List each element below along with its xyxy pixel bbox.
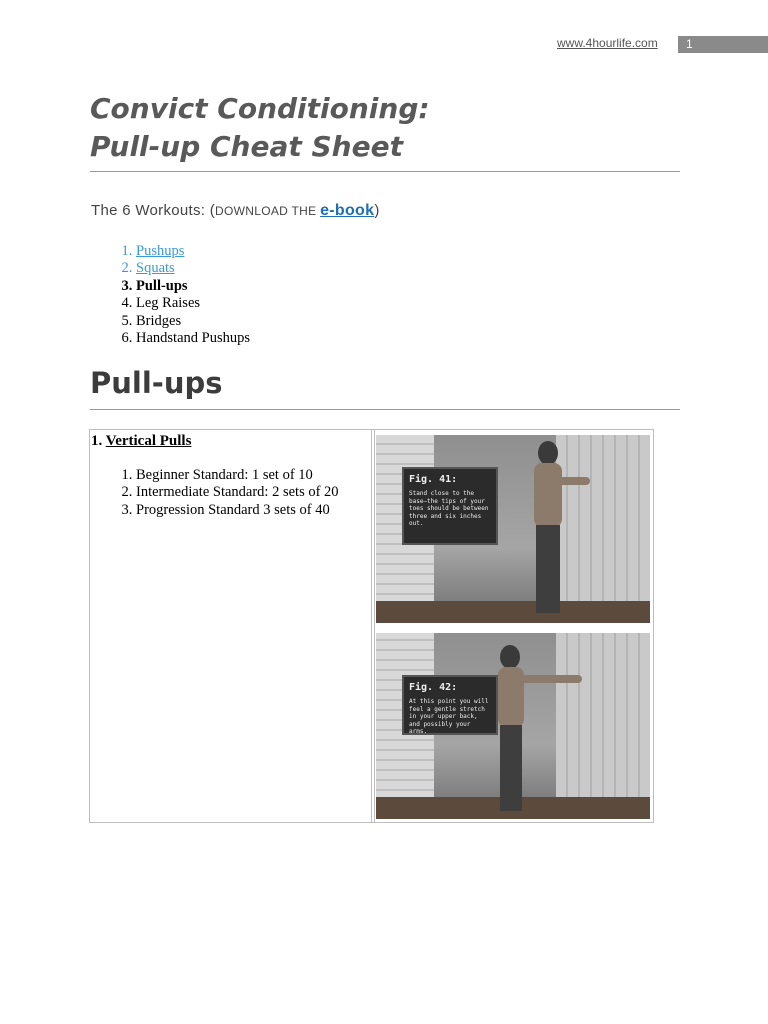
photo-door <box>556 633 650 819</box>
workout-item-pushups <box>136 243 250 260</box>
photo-floor <box>376 601 650 623</box>
title-line-2: Pull-up Cheat Sheet <box>90 130 403 163</box>
standards-list <box>90 467 339 519</box>
workouts-heading <box>91 202 380 220</box>
workout-item-squats <box>136 260 250 277</box>
title-rule <box>90 171 680 172</box>
exercise-table <box>89 429 654 823</box>
photo-door <box>556 435 650 623</box>
exercise-name: Vertical Pulls <box>105 433 192 449</box>
standard-item: 3. Progression Standard 3 sets of 40 <box>136 502 339 519</box>
title-line-1: Convict Conditioning: <box>90 92 430 125</box>
exercise-number: 1. <box>91 433 103 449</box>
figure-text: Stand close to the base—the tips of your toes should be between three and six inches out. <box>409 490 489 527</box>
workout-item-pullups: 3. Pull-ups <box>136 278 250 295</box>
exercise-photo-2 <box>376 633 650 819</box>
exercise-photo-1 <box>376 435 650 623</box>
table-divider <box>374 430 375 822</box>
workout-item-leg-raises: 4. Leg Raises <box>136 295 250 312</box>
workout-link-squats[interactable]: Squats <box>136 260 175 277</box>
workouts-list <box>90 243 250 347</box>
workouts-heading-prefix: The 6 Workouts: ( <box>91 202 216 219</box>
workout-item-handstand-pushups: 6. Handstand Pushups <box>136 330 250 347</box>
exercise-title <box>91 433 191 450</box>
table-divider <box>371 430 372 822</box>
workout-item-bridges: 5. Bridges <box>136 313 250 330</box>
ebook-link[interactable]: e-book <box>320 202 375 219</box>
workouts-heading-suffix: ) <box>374 202 380 219</box>
figure-label: Fig. 42: <box>409 682 458 693</box>
standard-item: 1. Beginner Standard: 1 set of 10 <box>136 467 339 484</box>
workouts-heading-download: DOWNLOAD THE <box>215 204 321 218</box>
header-site-link[interactable]: www.4hourlife.com <box>557 36 658 50</box>
page-number: 1 <box>678 36 768 53</box>
section-rule <box>90 409 680 410</box>
figure-text: At this point you will feel a gentle stretch in your upper back, and possibly your arms. <box>409 698 489 735</box>
standard-item: 2. Intermediate Standard: 2 sets of 20 <box>136 484 339 501</box>
page-title <box>90 90 430 166</box>
section-title: Pull-ups <box>90 366 223 400</box>
figure-caption-card <box>402 675 498 735</box>
figure-label: Fig. 41: <box>409 474 458 485</box>
workout-link-pushups[interactable]: Pushups <box>136 243 185 259</box>
figure-caption-card <box>402 467 498 545</box>
